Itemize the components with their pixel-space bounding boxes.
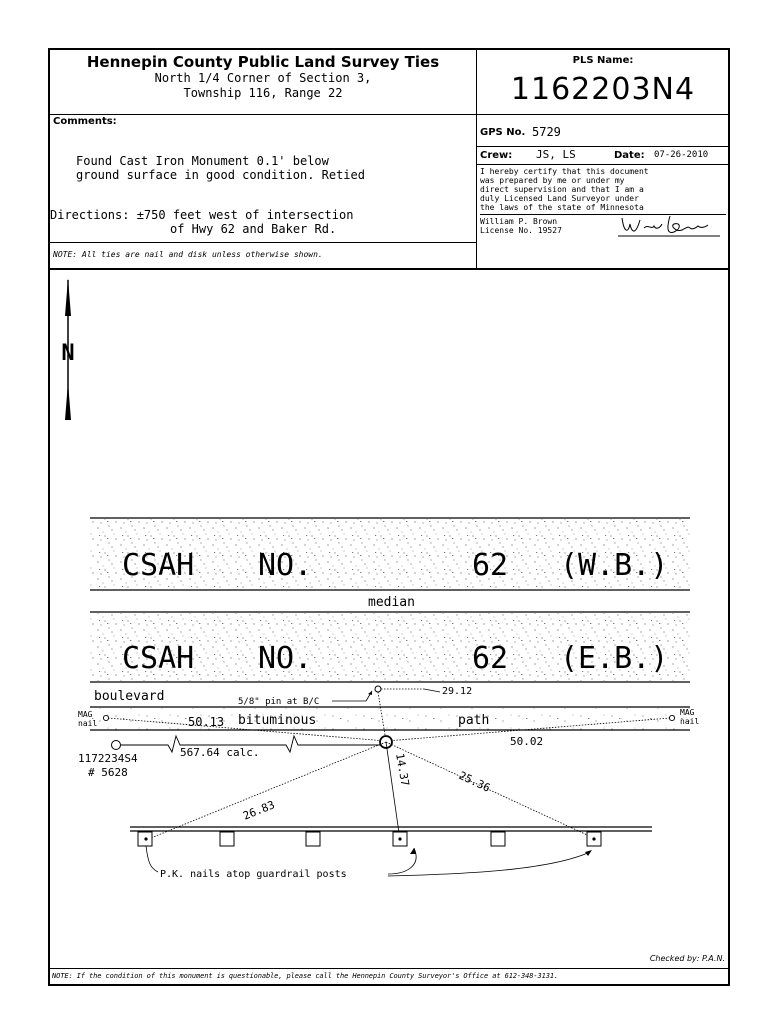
title-underline (50, 114, 476, 115)
gps-underline (476, 146, 730, 147)
cert-line4: duly Licensed Land Surveyor under (480, 194, 639, 203)
wb-word-4: (W.B.) (560, 548, 669, 583)
location-line1: North 1/4 Corner of Section 3, (154, 71, 372, 85)
cert-line1: I hereby certify that this document (480, 167, 649, 176)
date-value: 07-26-2010 (654, 150, 709, 160)
mag-nail-right (669, 715, 674, 720)
gps-label: GPS No. (480, 127, 526, 138)
pk-leader-left (146, 846, 158, 872)
eb-word-1: CSAH (122, 641, 195, 676)
wb-word-2: NO. (258, 548, 313, 583)
pk-nail (592, 837, 595, 840)
footer-note: NOTE: If the condition of this monument is questionable, please call the Hennepin County Surveyor's Office at 612-348-3131. (52, 972, 559, 980)
pin-marker (375, 686, 381, 692)
crew-underline (476, 164, 730, 165)
gps-value: 5729 (532, 125, 561, 139)
dist-25-36: 25.36 (456, 768, 493, 795)
dist-14-37: 14.37 (393, 752, 412, 788)
monument-id: 1172234S4 (78, 752, 138, 765)
monument-1172234s4 (112, 741, 121, 750)
mag-left-1: MAG (78, 710, 93, 719)
eb-word-2: NO. (258, 641, 313, 676)
wb-word-1: CSAH (122, 548, 195, 583)
wb-word-3: 62 (472, 548, 509, 583)
license-number: License No. 19527 (480, 226, 562, 235)
location-line2: Township 116, Range 22 (183, 86, 343, 100)
eb-word-4: (E.B.) (560, 641, 669, 676)
ties-note: NOTE: All ties are nail and disk unless otherwise shown. (53, 250, 323, 259)
crew-value: JS, LS (536, 148, 576, 161)
pk-nail (144, 837, 147, 840)
dist-50-13: 50.13 (188, 715, 225, 729)
pls-underline (476, 114, 730, 115)
path-texture (90, 708, 690, 730)
pls-label: PLS Name: (572, 55, 634, 66)
cert-line2: was prepared by me or under my (480, 176, 625, 185)
mag-left-2: nail (78, 719, 98, 728)
mag-right-2: nail (680, 717, 700, 726)
survey-sheet (48, 48, 730, 986)
pk-leader-right (388, 852, 590, 876)
comments-text-1: Found Cast Iron Monument 0.1' below (76, 154, 329, 168)
pk-nails-label: P.K. nails atop guardrail posts (160, 869, 347, 880)
median-label: median (368, 595, 415, 610)
dist-26-83: 26.83 (241, 798, 277, 823)
pls-name: 1162203N4 (510, 72, 696, 107)
footer-rule (50, 968, 730, 969)
note-overline (50, 242, 476, 243)
surveyor-signature (616, 210, 726, 240)
mag-nail-left (103, 715, 108, 720)
tie-diagram (50, 270, 730, 970)
directions-line1: Directions: ±750 feet west of intersection (50, 208, 354, 222)
monument-number: # 5628 (88, 766, 128, 779)
comments-text-2: ground surface in good condition. Retied (76, 168, 365, 182)
north-label: N (61, 341, 75, 366)
dist-50-02: 50.02 (510, 735, 544, 748)
calc-distance: 567.64 calc. (180, 746, 260, 759)
dist-29-12: 29.12 (442, 686, 473, 697)
guardrail-posts (138, 832, 601, 846)
guardrail-post (220, 832, 234, 846)
cert-line3: direct supervision and that I am a (480, 185, 644, 194)
sheet-title: Hennepin County Public Land Survey Ties (86, 53, 440, 71)
north-arrow (61, 278, 74, 420)
surveyor-name: William P. Brown (480, 217, 558, 226)
pk-nail (398, 837, 401, 840)
directions-line2: of Hwy 62 and Baker Rd. (170, 222, 337, 236)
cert-line5: the laws of the state of Minnesota (480, 203, 644, 212)
path-word-2: path (458, 713, 490, 728)
checked-by: Checked by: P.A.N. (649, 954, 725, 963)
mag-right-1: MAG (680, 708, 695, 717)
boulevard-label: boulevard (94, 689, 165, 704)
comments-label: Comments: (53, 116, 117, 127)
eb-word-3: 62 (472, 641, 509, 676)
date-label: Date: (614, 150, 645, 161)
crew-label: Crew: (480, 150, 513, 161)
pin-label: 5/8" pin at B/C (238, 697, 320, 707)
guardrail-post (306, 832, 320, 846)
path-word-1: bituminous (238, 713, 317, 728)
guardrail-post (491, 832, 505, 846)
